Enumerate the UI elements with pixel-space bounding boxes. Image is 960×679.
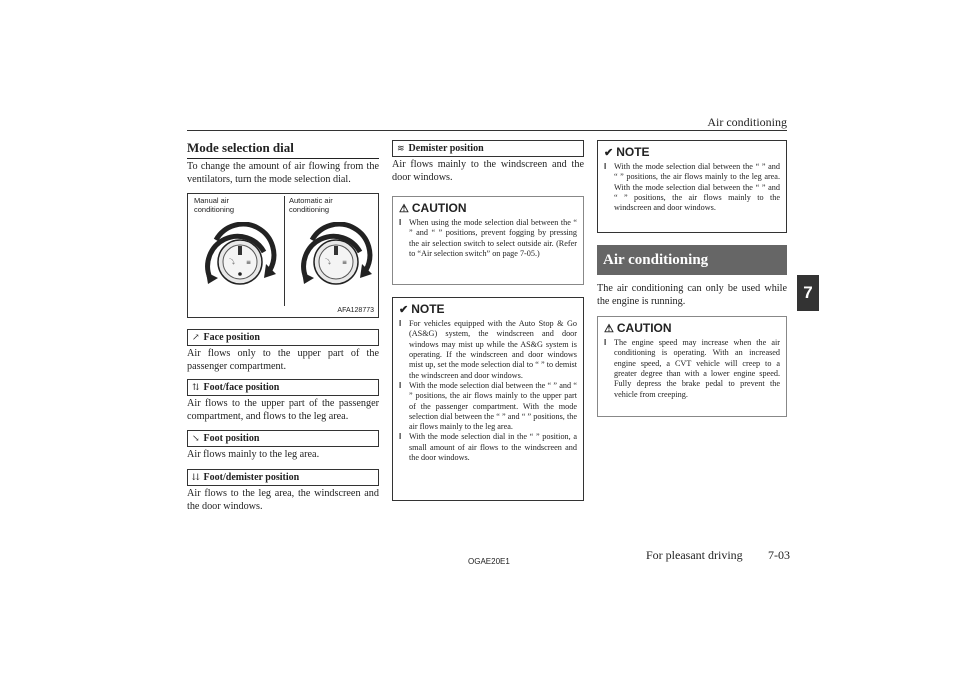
foot-demister-position-block xyxy=(187,469,379,513)
foot-demister-position-title: ⇊ Foot/demister position xyxy=(187,469,379,486)
automatic-dial-icon xyxy=(302,224,372,284)
demister-position-text: Air flows mainly to the windscreen and the door windows. xyxy=(392,159,584,183)
foot-demister-icon: ⇊ xyxy=(192,472,200,482)
face-position-title: ↗ Face position xyxy=(187,329,379,346)
section-heading: Mode selection dial xyxy=(187,140,379,159)
header-rule xyxy=(187,130,787,131)
manual-dial-icon xyxy=(206,224,276,284)
intro-paragraph: To change the amount of air flowing from the ventilators, turn the mode selection dial. xyxy=(187,161,379,185)
bullet-icon: l xyxy=(399,218,402,228)
note-box xyxy=(392,297,584,501)
foot-demister-position-text: Air flows to the leg area, the windscreen and the door windows. xyxy=(187,488,379,512)
bullet-icon: l xyxy=(399,432,402,442)
bullet-icon: l xyxy=(399,319,402,329)
column-3 xyxy=(597,140,787,417)
running-header: Air conditioning xyxy=(707,115,787,129)
air-conditioning-text: The air conditioning can only be used while the engine is running. xyxy=(597,283,787,307)
page-number: 7-03 xyxy=(768,548,790,562)
warning-triangle-icon: ⚠ xyxy=(604,322,614,335)
note-item: l With the mode selection dial between the “ ” and “ ” positions, the air flows mainly to the leg area. With the mode selection dial between the “ ” and “ ” positions, the air flows mainly to the windscreen and door windows. xyxy=(604,162,780,213)
checkmark-icon: ✔ xyxy=(399,303,409,316)
face-position-block xyxy=(187,329,379,373)
caution-item: l When using the mode selection dial between the “ ” and “ ” positions, prevent fogging by pressing the air selection switch to select outside air. (Refer to “Air selection switch” on page 7-05.) xyxy=(399,218,577,259)
foot-position-title: ↘ Foot position xyxy=(187,430,379,447)
bullet-icon: l xyxy=(399,380,402,390)
note-item: l For vehicles equipped with the Auto Stop & Go (AS&G) system, the windscreen and door windows may mist up while the AS&G system is operating. If the windscreen and door windows mist up, set the mode selection dial to “ ” to demist the windscreen and door windows. xyxy=(399,319,577,380)
foot-face-position-title: ⇅ Foot/face position xyxy=(187,379,379,396)
caution-item: l The engine speed may increase when the air conditioning is operating. With an increased engine speed, a CVT vehicle will creep to a greater degree than with a lower engine speed. Fully depress the brake pedal to prevent the vehicle from creeping. xyxy=(604,338,780,399)
note-title-2: ✔ NOTE xyxy=(604,145,650,159)
demister-position-title: ≋ Demister position xyxy=(392,140,584,157)
note-box-2 xyxy=(597,140,787,233)
mode-dial-figure xyxy=(187,193,379,318)
svg-text:⤵: ⤵ xyxy=(229,259,236,266)
caution-box xyxy=(392,196,584,285)
note-title: ✔ NOTE xyxy=(399,302,445,317)
foot-face-position-text: Air flows to the upper part of the passenger compartment, and flows to the leg area. xyxy=(187,398,379,422)
caution-title: ⚠ CAUTION xyxy=(399,201,467,216)
svg-text:≡: ≡ xyxy=(246,259,252,266)
checkmark-icon: ✔ xyxy=(604,146,614,159)
svg-text:⤵: ⤵ xyxy=(325,259,332,266)
foot-position-block xyxy=(187,430,379,462)
figure-label-manual: Manual air conditioning xyxy=(194,196,235,214)
foot-face-position-block xyxy=(187,379,379,423)
figure-code: AFA128773 xyxy=(337,307,374,314)
chapter-tab: 7 xyxy=(797,275,819,311)
note-item: l With the mode selection dial in the “ ” position, a small amount of air flows to the windscreen and the door windows. xyxy=(399,432,577,463)
face-icon: ↗ xyxy=(192,332,200,342)
foot-face-icon: ⇅ xyxy=(192,382,200,392)
note-item: l With the mode selection dial between the “ ” and “ ” positions, the air flows mainly to the upper part of the passenger compartment. With the mode selection dial between the “ ” and “ ” positions, the air flows mainly to the leg area. xyxy=(399,380,577,432)
svg-text:≡: ≡ xyxy=(342,259,348,266)
section-bar-air-conditioning: Air conditioning xyxy=(597,245,787,275)
bullet-icon: l xyxy=(604,338,607,348)
warning-triangle-icon: ⚠ xyxy=(399,202,409,215)
bullet-icon: l xyxy=(604,162,607,171)
column-1 xyxy=(187,140,379,186)
column-2 xyxy=(392,140,584,501)
dial-illustrations xyxy=(188,222,378,292)
footer-code: OGAE20E1 xyxy=(468,557,510,566)
caution-title-2: ⚠ CAUTION xyxy=(604,321,672,336)
foot-position-text: Air flows mainly to the leg area. xyxy=(187,449,320,460)
foot-icon: ↘ xyxy=(192,433,200,443)
demister-icon: ≋ xyxy=(397,143,405,153)
footer-section-name: For pleasant driving xyxy=(646,548,743,562)
figure-label-automatic: Automatic air conditioning xyxy=(289,196,333,214)
face-position-text: Air flows only to the upper part of the passenger compartment. xyxy=(187,348,379,372)
caution-box-2 xyxy=(597,316,787,417)
